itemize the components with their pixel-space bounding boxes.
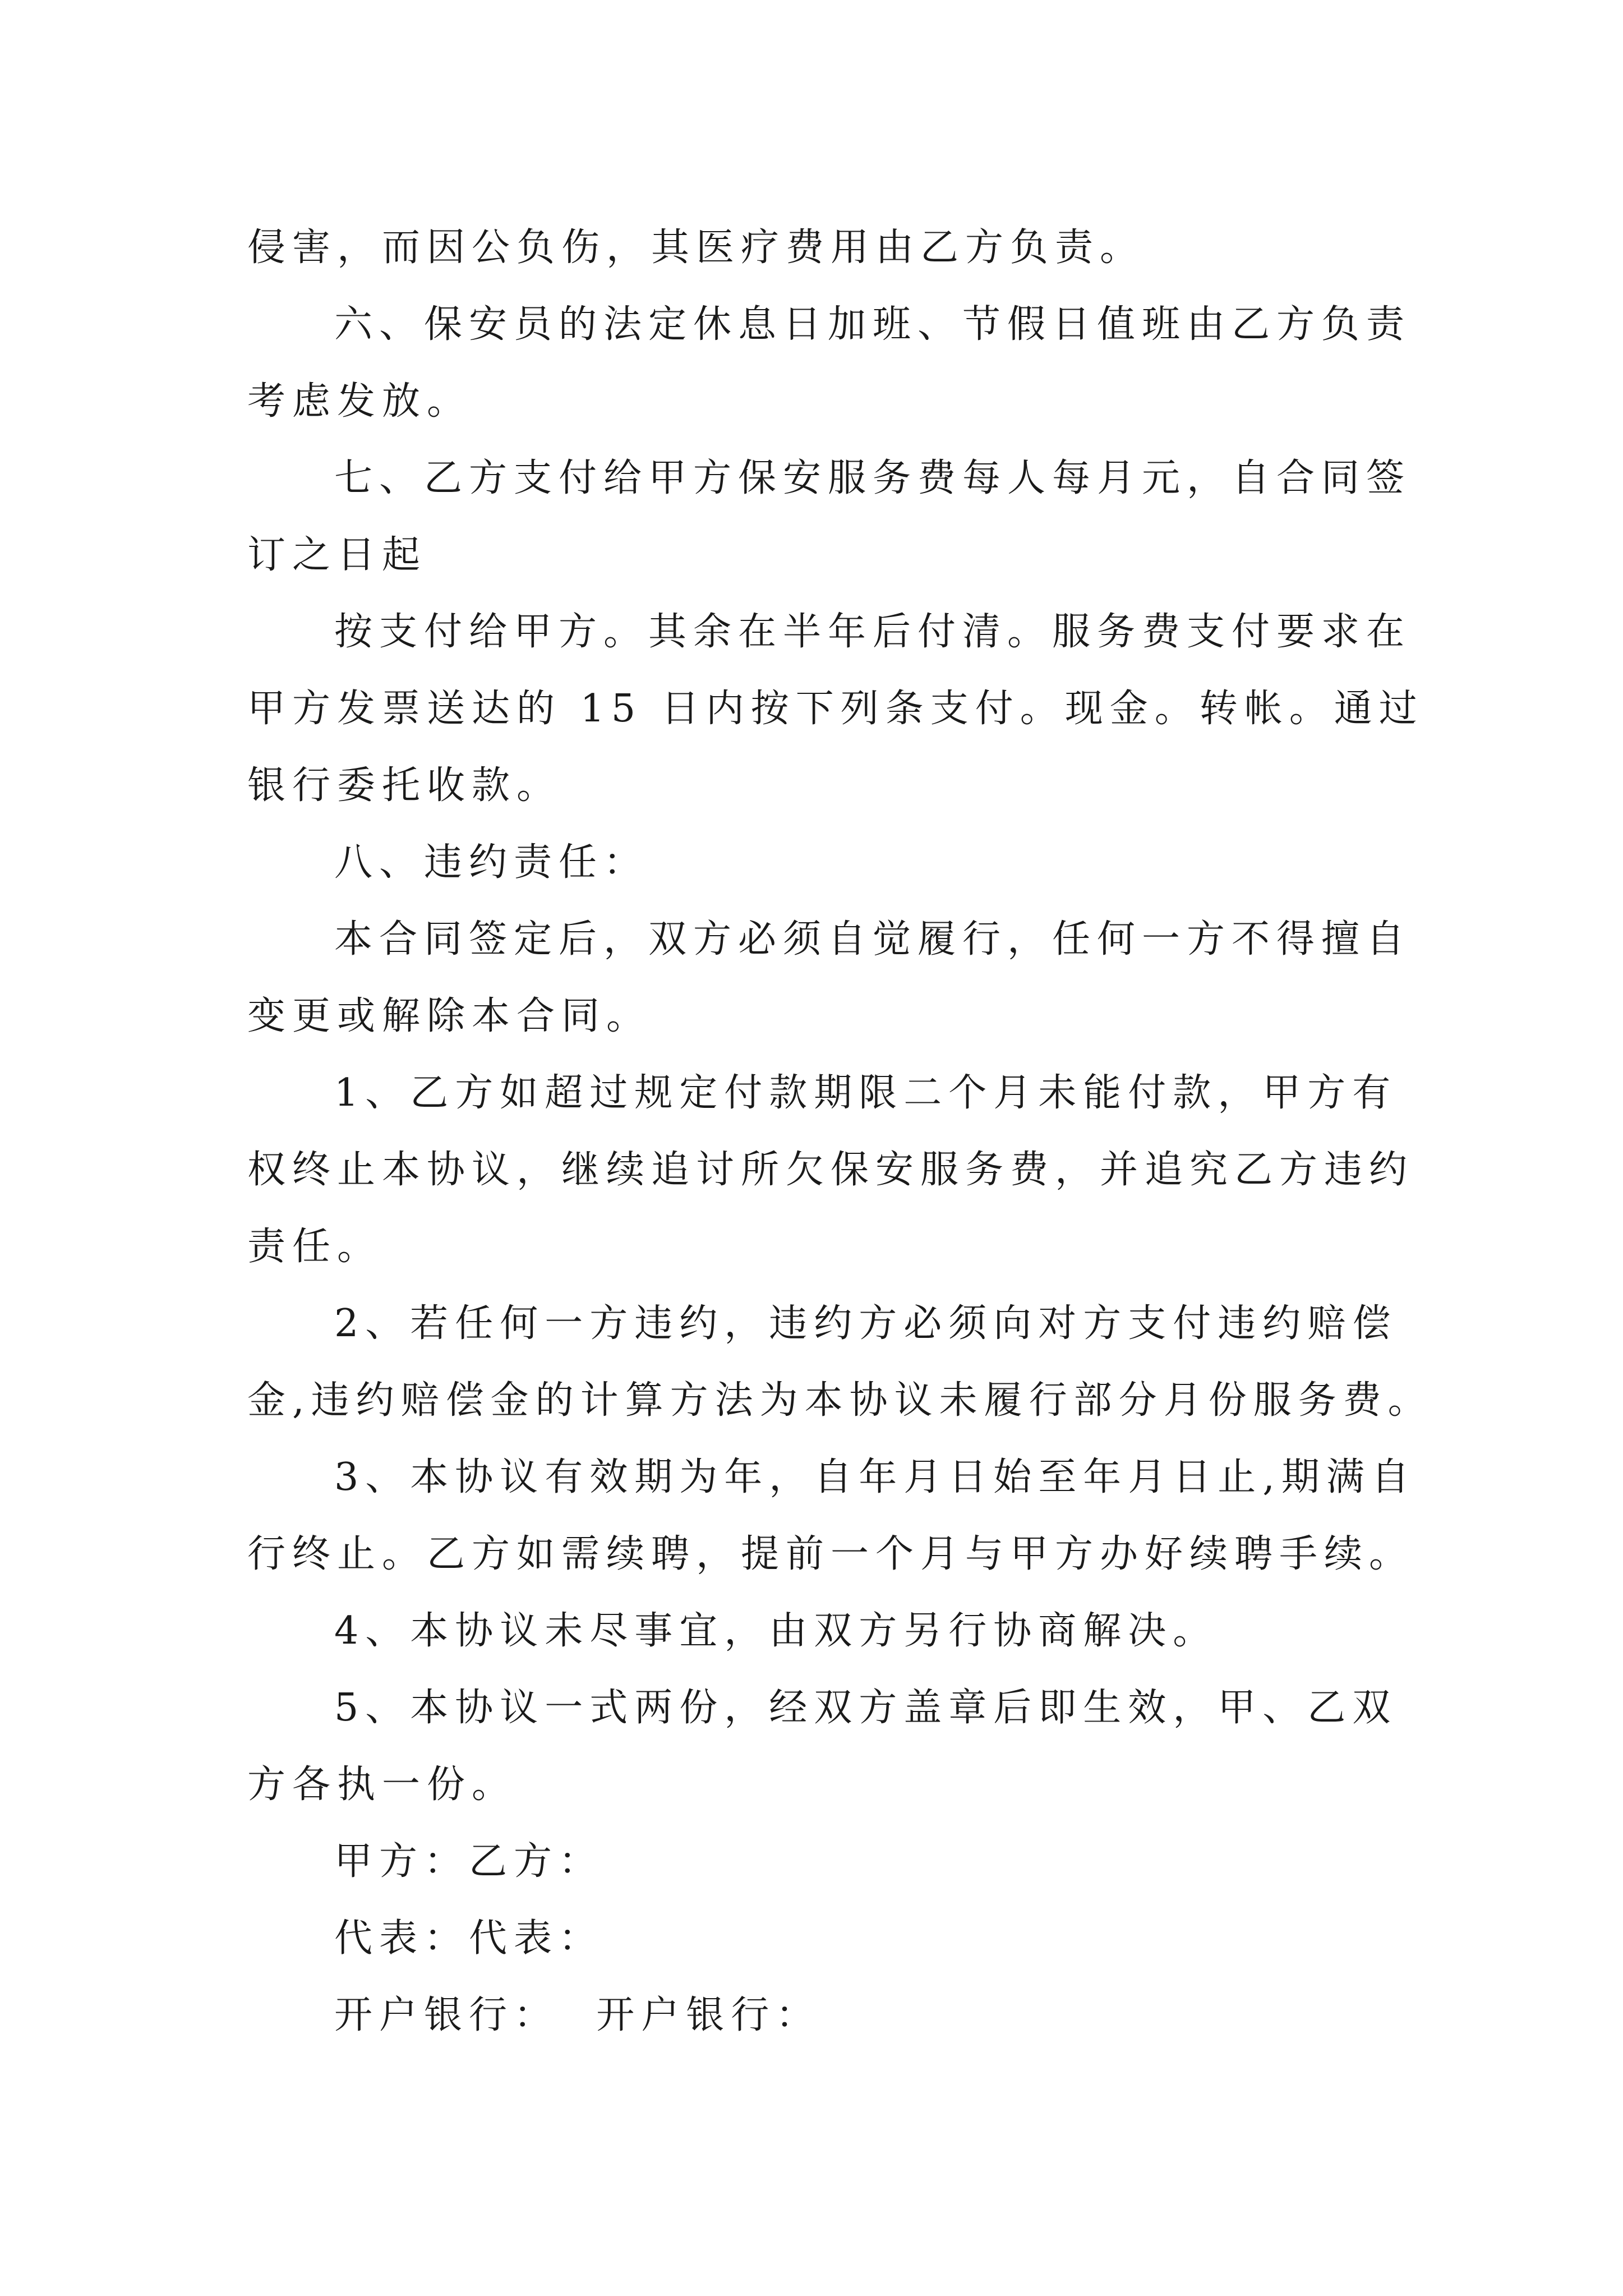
text-line: 变更或解除本合同。 xyxy=(247,994,652,1038)
text-line: 订之日起 xyxy=(247,533,427,577)
text-line: 按支付给甲方。其余在半年后付清。服务费支付要求在 xyxy=(334,610,1412,654)
text-line: 4、本协议未尽事宜，由双方另行协商解决。 xyxy=(334,1609,1218,1653)
text-line: 责任。 xyxy=(247,1225,382,1269)
text-line: 金,违约赔偿金的计算方法为本协议未履行部分月份服务费。 xyxy=(247,1378,1433,1423)
text-line: 七、乙方支付给甲方保安服务费每人每月元，自合同签 xyxy=(334,456,1412,500)
text-line: 行终止。乙方如需续聘，提前一个月与甲方办好续聘手续。 xyxy=(247,1532,1414,1576)
text-line: 甲方发票送达的 15 日内按下列条支付。现金。转帐。通过 xyxy=(247,687,1424,731)
text-line: 3、本协议有效期为年，自年月日始至年月日止,期满自 xyxy=(334,1455,1416,1499)
text-line: 权终止本协议，继续追讨所欠保安服务费，并追究乙方违约 xyxy=(247,1148,1414,1192)
text-line: 5、本协议一式两份，经双方盖章后即生效，甲、乙双 xyxy=(334,1686,1398,1730)
text-line: 考虑发放。 xyxy=(247,379,472,424)
signature-representative-label: 代表：代表： xyxy=(334,1916,604,1961)
text-line: 2、若任何一方违约，违约方必须向对方支付违约赔偿 xyxy=(334,1301,1398,1346)
signature-party-label: 甲方：乙方： xyxy=(334,1839,604,1884)
text-line: 本合同签定后，双方必须自觉履行，任何一方不得擅自 xyxy=(334,917,1412,961)
text-line: 方各执一份。 xyxy=(247,1763,517,1807)
text-line: 银行委托收款。 xyxy=(247,763,562,808)
signature-bank-label: 开户银行： 开户银行： xyxy=(334,1993,821,2037)
text-line: 八、违约责任： xyxy=(334,840,649,885)
document-body xyxy=(247,209,1433,2054)
text-line: 六、保安员的法定休息日加班、节假日值班由乙方负责 xyxy=(334,302,1412,347)
text-line: 1、乙方如超过规定付款期限二个月未能付款，甲方有 xyxy=(334,1071,1398,1115)
text-line: 侵害，而因公负伤，其医疗费用由乙方负责。 xyxy=(247,226,1145,270)
